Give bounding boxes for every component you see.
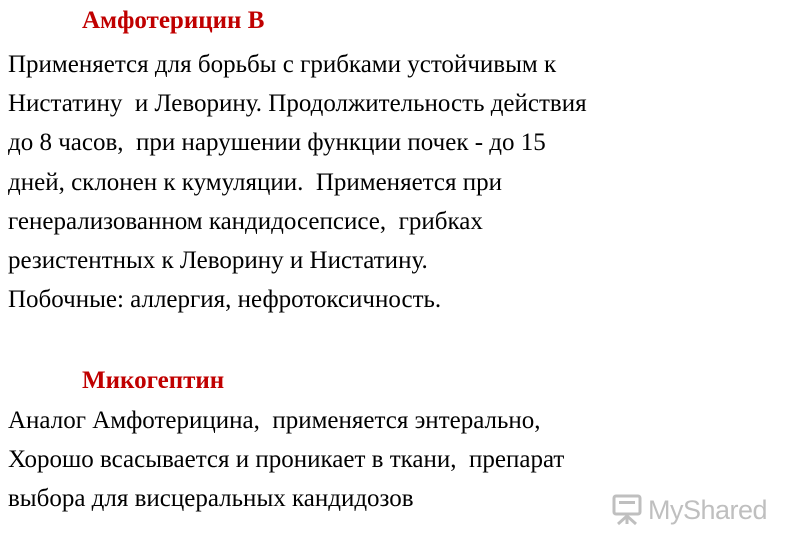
body-line: Нистатину и Леворину. Продолжительность действия <box>8 90 587 117</box>
body-line: до 8 часов, при нарушении функции почек - до 15 <box>8 129 546 156</box>
body-line: генерализованном кандидосепсисе, грибках <box>8 208 483 235</box>
section-heading-amphotericin: Амфотерицин В <box>82 7 265 34</box>
body-line: резистентных к Леворину и Нистатину. <box>8 247 428 274</box>
body-line: Хорошо всасывается и проникает в ткани, препарат <box>8 446 565 473</box>
body-line: Побочные: аллергия, нефротоксичность. <box>8 286 442 313</box>
body-line: выбора для висцеральных кандидозов <box>8 485 414 512</box>
body-line: Применяется для борьбы с грибками устойчивым к <box>8 51 557 78</box>
watermark-text: MyShared <box>648 494 768 525</box>
body-line: Аналог Амфотерицина, применяется энтерально, <box>8 407 541 434</box>
section-heading-mycoheptin: Микогептин <box>82 367 225 394</box>
watermark-logo <box>612 490 768 530</box>
body-line: дней, склонен к кумуляции. Применяется при <box>8 169 502 196</box>
presentation-board-icon <box>612 494 642 526</box>
